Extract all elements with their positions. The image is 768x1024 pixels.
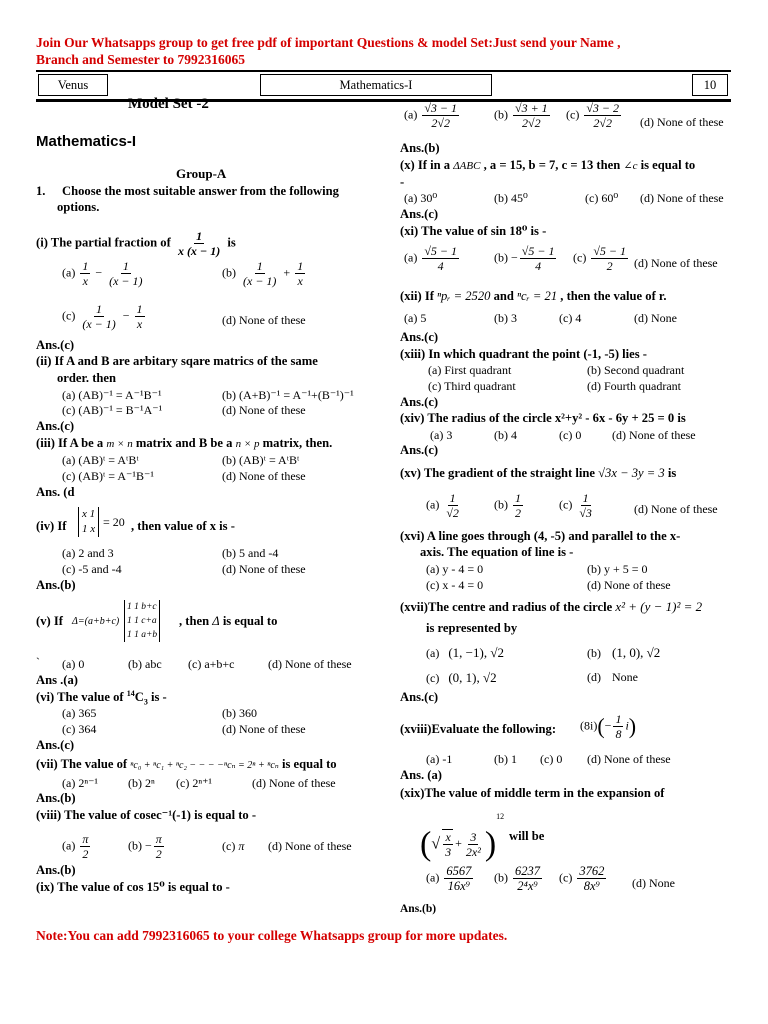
question-xii-option-b: (b) 3 [494,311,517,325]
banner-line-2: Branch and Semester to 7992316065 [36,52,245,67]
question-v-delta: Δ=(a+b+c) [72,616,120,627]
question-xviii-option-d: (d) None of these [587,752,671,766]
question-iv-determinant: x 1 1 x [78,507,99,537]
question-ix-option-a: (a) $\frac{√3 - 1}{2√2}$ [404,101,458,130]
question-iv-pre: (iv) If [36,519,67,533]
question-v-post: , then Δ is equal to [179,614,278,628]
question-xv-option-c: (c) $\frac{1}{√3}$ [559,491,592,520]
question-xv-option-d: (d) None of these [634,502,718,516]
answer-viii: Ans.(b) [36,863,76,877]
answer-v: Ans .(a) [36,673,78,687]
question-xiii: (xiii) In which quadrant the point (-1, -5) lies - [400,347,647,361]
question-xviii-option-c: (c) 0 [540,752,563,766]
answer-xvii: Ans.(c) [400,690,439,704]
question-xix-option-d: (d) None [632,876,675,890]
question-xviii-option-a: (a) -1 [426,752,453,766]
question-i-option-c: (c) $\frac{1}{(x - 1)}$ − $\frac{1}{x}$ [62,302,143,331]
question-x: (x) If in a ΔABC , a = 15, b = 7, c = 13 then ∠c is equal to [400,158,696,172]
question-xix-will-be: will be [509,829,545,843]
question-xix-option-a: (a) $\frac{6567}{\text{16x⁹}}$ [426,864,472,893]
question-xii-option-d: (d) None [634,311,677,325]
answer-i: Ans.(c) [36,338,75,352]
question-x-option-b: (b) 45⁰ [494,191,528,205]
answer-xii: Ans.(c) [400,330,439,344]
question-vi-option-a: (a) 365 [62,706,97,720]
question-iv-post: , then value of x is - [131,519,235,533]
question-i-text: (i) The partial fraction of [36,235,171,250]
question-xvi-option-c: (c) x - 4 = 0 [426,578,484,592]
question-xii-option-c: (c) 4 [559,311,582,325]
question-xv-option-b: (b) $\frac{1}{2}$ [494,491,521,520]
question-xvii-option-b: (b) (1, 0), √2 [587,645,661,660]
answer-iii: Ans. (d [36,485,75,499]
question-xvi-option-a: (a) y - 4 = 0 [426,562,484,576]
question-iii-option-d: (d) None of these [222,469,306,483]
subject-heading: Mathematics-I [36,133,137,150]
question-iii-option-a: (a) (AB)ᵗ = AᵗBᵗ [62,453,139,467]
answer-x: Ans.(c) [400,207,439,221]
question-xiii-option-a: (a) First quadrant [428,363,512,377]
question-xi: (xi) The value of sin 18⁰ is - [400,224,547,238]
question-v-option-a: (a) 0 [62,657,85,671]
question-xiv-option-d: (d) None of these [612,428,696,442]
question-v-option-b: (b) abc [128,657,162,671]
question-xviii: (xviii)Evaluate the following: [400,722,557,736]
question-xiii-option-d: (d) Fourth quadrant [587,379,681,393]
question-xiii-option-c: (c) Third quadrant [428,379,516,393]
answer-xviii: Ans. (a) [400,768,442,782]
question-iv-option-d: (d) None of these [222,562,306,576]
question-ix: (ix) The value of cos 15⁰ is equal to - [36,880,230,894]
question-xvi-option-d: (d) None of these [587,578,671,592]
question-xix-option-b: (b) $\frac{6237}{\text{2⁴x⁹}}$ [494,864,540,893]
question-xiv-option-a: (a) 3 [430,428,453,442]
question-vii-option-b: (b) 2ⁿ [128,776,155,790]
question-viii-option-c: (c) π [222,839,245,853]
question-vii-option-a: (a) 2ⁿ⁻¹ [62,776,99,790]
question-x-dash: - [400,175,405,189]
footer-note: Note:You can add 7992316065 to your college Whatsapps group for more updates. [36,928,508,943]
question-i-fraction: $\frac{1}{x (x - 1)}$ [177,229,221,258]
question-iv-equals: = 20 [103,515,125,529]
banner-line-1: Join Our Whatsapps group to get free pdf of important Questions & model Set:Just send your Name , [36,35,621,50]
question-ii-option-a: (a) (AB)⁻¹ = A⁻¹B⁻¹ [62,388,162,402]
question-xvii-option-d: (d) None [587,670,638,684]
question-xi-option-a: (a) $\frac{√5 - 1}{4}$ [404,244,458,273]
question-xvi-line-2: axis. The equation of line is - [420,545,574,559]
question-vi-option-d: (d) None of these [222,722,306,736]
question-xviii-option-b: (b) 1 [494,752,517,766]
answer-ii: Ans.(c) [36,419,75,433]
question-v-tick: ` [36,655,40,669]
model-set-title: Model Set -2 [128,96,209,112]
answer-vi: Ans.(c) [36,738,75,752]
question-ix-option-b: (b) $\frac{√3 + 1}{2√2}$ [494,101,548,130]
question-xi-option-c: (c) $\frac{√5 - 1}{2}$ [573,244,627,273]
question-xvii-option-c: (c) (0, 1), √2 [426,670,497,685]
question-iv-option-a: (a) 2 and 3 [62,546,114,560]
question-vii: (vii) The value of ⁿc₀ + ⁿc₁ + ⁿc₂ − − − −ⁿcₙ = 2ⁿ + ⁿcₙ is equal to [36,757,337,771]
question-iv-option-b: (b) 5 and -4 [222,546,279,560]
question-xvii-option-a: (a) (1, −1), √2 [426,645,504,660]
question-x-option-d: (d) None of these [640,191,724,205]
header-page-number: 10 [692,74,728,96]
question-v-option-d: (d) None of these [268,657,352,671]
question-xviii-expression: (8i)(− $\frac{1}{8}$ i) [580,712,637,741]
question-ii-line-1: (ii) If A and B are arbitary sqare matrics of the same [36,354,318,368]
question-xi-option-b: (b) − $\frac{√5 - 1}{4}$ [494,244,555,273]
question-xii-option-a: (a) 5 [404,311,427,325]
question-viii-option-a: (a) $\frac{\pi}{2}$ [62,832,89,861]
question-ii-option-c: (c) (AB)⁻¹ = B⁻¹A⁻¹ [62,403,163,417]
header-author: Venus [38,74,108,96]
question-xiii-option-b: (b) Second quadrant [587,363,685,377]
question-i: (i) The partial fraction of $\frac{1}{x (x - 1)}$ is [36,229,236,258]
instruction-line-1: Choose the most suitable answer from the following [62,184,339,198]
question-ii-option-d: (d) None of these [222,403,306,417]
question-vii-option-c: (c) 2ⁿ⁺¹ [176,776,213,790]
question-xvi-line-1: (xvi) A line goes through (4, -5) and parallel to the x- [400,529,681,543]
question-viii-option-d: (d) None of these [268,839,352,853]
question-xvii-line-2: is represented by [426,621,518,635]
question-xiv-option-b: (b) 4 [494,428,517,442]
question-i-option-d: (d) None of these [222,313,306,327]
question-x-option-c: (c) 60⁰ [585,191,619,205]
question-vi: (vi) The value of $^{14}C_3$ is - [36,689,167,707]
question-ii-option-b: (b) (A+B)⁻¹ = A⁻¹+(B⁻¹)⁻¹ [222,388,354,402]
question-xix: (xix)The value of middle term in the expansion of [400,786,665,800]
question-xiv: (xiv) The radius of the circle x²+y² - 6x - 6y + 25 = 0 is [400,411,686,425]
question-xvii: (xvii)The centre and radius of the circle x² + (y − 1)² = 2 [400,599,703,614]
question-ix-option-d: (d) None of these [640,115,724,129]
question-vii-option-d: (d) None of these [252,776,336,790]
answer-xix: Ans.(b) [400,903,437,915]
question-iii-option-b: (b) (AB)ᵗ = AᵗBᵗ [222,453,300,467]
question-xv: (xv) The gradient of the straight line √3x − 3y = 3 is [400,466,677,480]
answer-xiv: Ans.(c) [400,443,439,457]
question-viii-option-b: (b) − $\frac{\pi}{2}$ [128,832,162,861]
question-x-option-a: (a) 30⁰ [404,191,438,205]
question-xv-option-a: (a) $\frac{1}{√2}$ [426,491,459,520]
answer-iv: Ans.(b) [36,578,76,592]
question-xvi-option-b: (b) y + 5 = 0 [587,562,648,576]
question-vi-option-c: (c) 364 [62,722,97,736]
instruction-number: 1. [36,184,46,198]
question-xiv-option-c: (c) 0 [559,428,582,442]
header-subject: Mathematics-I [260,74,492,96]
group-heading: Group-A [176,166,227,181]
question-viii: (viii) The value of cosec⁻¹(-1) is equal to - [36,808,257,822]
answer-vii: Ans.(b) [36,791,76,805]
question-v-determinant: 1 1 b+c 1 1 c+a 1 1 a+b [124,600,160,642]
question-iii-option-c: (c) (AB)ᵗ = A⁻¹B⁻¹ [62,469,154,483]
answer-ix: Ans.(b) [400,141,440,155]
question-i-option-b: (b) $\frac{1}{(x - 1)}$ + $\frac{1}{x}$ [222,259,304,288]
question-iv-option-c: (c) -5 and -4 [62,562,122,576]
question-xix-option-c: (c) $\frac{3762}{\text{8x⁹}}$ [559,864,605,893]
question-iii: (iii) If A be a m × n matrix and B be a n × p matrix, then. [36,436,333,450]
question-i-option-a: (a) $\frac{1}{x}$ − $\frac{1}{(x - 1)}$ [62,259,143,288]
question-v-option-c: (c) a+b+c [188,657,235,671]
question-ii-line-2: order. then [57,371,117,385]
instruction-line-2: options. [57,200,100,214]
question-v-pre: (v) If [36,614,63,628]
question-xix-expression: (√ $\frac{x}{3}$ + $\frac{3}{\text{2x²}}$ )$^{12}$ [420,812,505,863]
question-vi-option-b: (b) 360 [222,706,257,720]
question-ix-option-c: (c) $\frac{√3 - 2}{2√2}$ [566,101,620,130]
answer-xiii: Ans.(c) [400,395,439,409]
question-xi-option-d: (d) None of these [634,256,718,270]
question-xii: (xii) If ⁿpᵣ = 2520 and ⁿcᵣ = 21 , then the value of r. [400,289,667,303]
